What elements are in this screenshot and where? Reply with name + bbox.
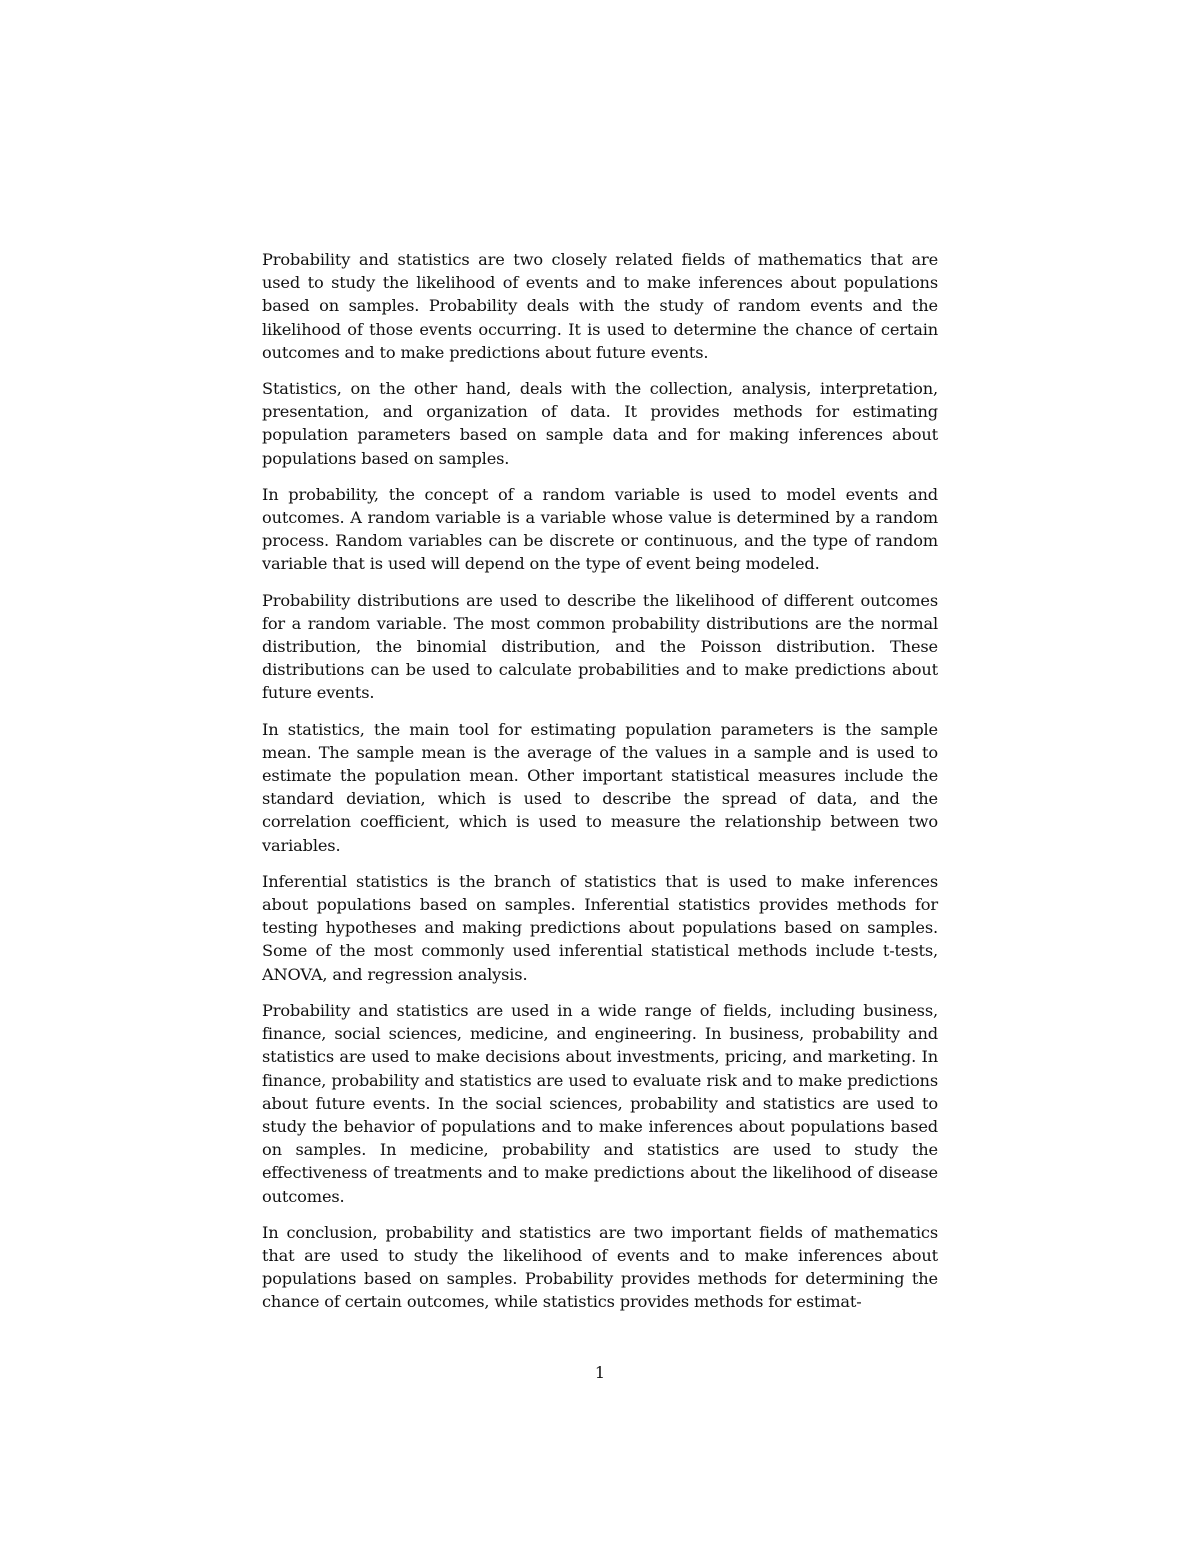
page-number: 1 [594,1363,606,1382]
paragraph-statistics-definition: Statistics, on the other hand, deals with the collection, analysis, interpretation, presentation, and organization of data. It provides methods for estimating population parameters based on sample data and for making inferences about populations based on samples. [262,379,938,468]
paragraph-applications: Probability and statistics are used in a wide range of fields, including business, finance, social sciences, medicine, and engineering. In business, probability and statistics are used to make decisions about investments, pricing, and marketing. In finance, probability and statistics are used to evaluate risk and to make predictions about future events. In the social sciences, probability and statistics are used to study the behavior of populations and to make inferences about populations based on samples. In medicine, probability and statistics are used to study the effectiveness of treatments and to make predictions about the likelihood of disease outcomes. [262,1000,938,1206]
paragraph-probability-intro: Probability and statistics are two closely related fields of mathematics that are used to study the likelihood of events and to make inferences about populations based on samples. Probability deals with the study of random events and the likelihood of those events occurring. It is used to determine the chance of certain outcomes and to make predictions about future events. [262,250,938,362]
paragraph-conclusion: In conclusion, probability and statistics are two important fields of mathematics that are used to study the likelihood of events and to make inferences about populations based on samples. Probability provides methods for determining the chance of certain outcomes, while statistics provides methods for estimat- [262,1222,938,1312]
paragraph-random-variable: In probability, the concept of a random variable is used to model events and outcomes. A random variable is a variable whose value is determined by a random process. Random variables can be discrete or continuous, and the type of random variable that is used will depend on the type of event being modeled. [262,484,938,574]
paragraph-probability-distributions: Probability distributions are used to describe the likelihood of different outcomes for a random variable. The most common probability distributions are the normal distribution, the binomial distribution, and the Poisson distribution. These distributions can be used to calculate probabilities and to make predictions about future events. [262,590,938,703]
paragraph-sample-mean: In statistics, the main tool for estimating population parameters is the sample mean. The sample mean is the average of the values in a sample and is used to estimate the population mean. Other important statistical measures include the standard deviation, which is used to describe the spread of data, and the correlation coefficient, which is used to measure the relationship between two variables. [262,719,938,855]
body-text [262,248,938,1327]
paragraph-inferential-statistics: Inferential statistics is the branch of statistics that is used to make inferences about populations based on samples. Inferential statistics provides methods for testing hypotheses and making predictions about populations based on samples. Some of the most commonly used inferential statistical methods include t-tests, ANOVA, and regression analysis. [262,871,938,984]
